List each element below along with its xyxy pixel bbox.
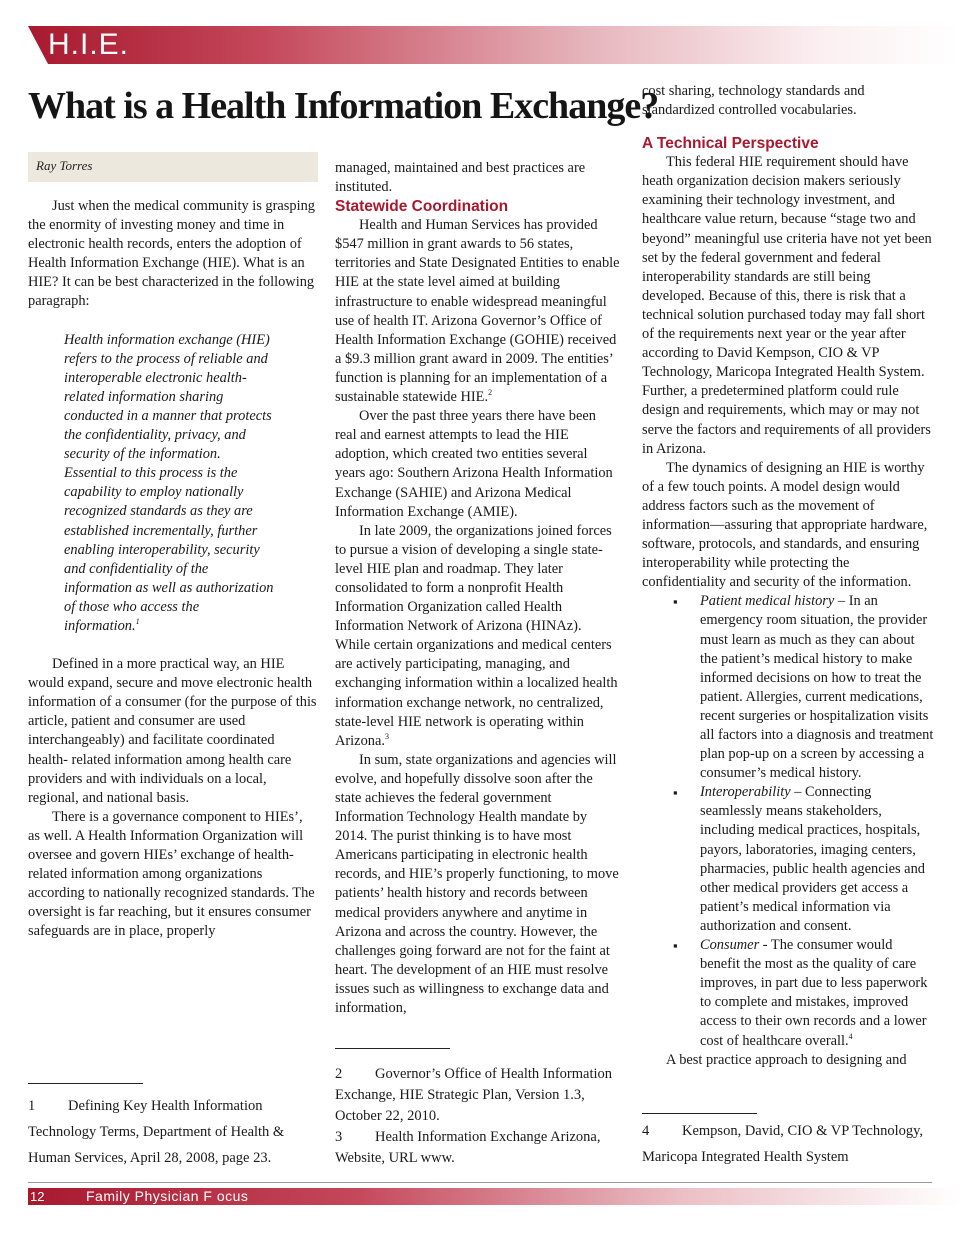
paragraph: The dynamics of designing an HIE is worthy of a few touch points. A model design would address factors such as the movement of information—assuring that appropriate hardware, software, protocols, and standards, and ensuring interoperability while protecting the confidentiality and security of the information. [642,459,928,591]
list-item: ▪ Interoperability – Connecting seamlessly means stakeholders, including medical practices, hospitals, payors, laboratories, imaging centers, pharmacies, public health agencies and other medical providers get access a patient’s medical information via authorization and consent. [700,783,934,936]
block-quote: Health information exchange (HIE) refers to the process of reliable and interoperable electronic health-related information sharing conducted in a manner that protects the confidentiality, privacy, and security of the information. Essential to this process is the capability to employ nationally recognized standards as they are established incrementally, further enabling interoperability, security and confidentiality of the information as well as authorization of those who access the information.$^1$ [64,331,274,634]
paragraph: In late 2009, the organizations joined forces to pursue a vision of developing a single state-level HIE plan and roadmap. They later consolidated to form a nonprofit Health Information Organization called Health Information Network of Arizona (HINAz). While certain organizations and medical centers are actively participating, managing, and exchanging information within a localized health information exchange network, no centralized, state-level HIE network is operating within Arizona.$^3$ [335,522,618,749]
publication-name: Family Physician F ocus [86,1188,249,1204]
section-heading: A Technical Perspective [642,135,819,153]
footnote-rule [28,1083,143,1084]
paragraph: This federal HIE requirement should have heath organization decision makers seriously examining their technology investment, and healthcare value return, because “stage two and beyond” meaningful use criteria have not yet been set by the federal government and federal interoperability standards are still being developed. Because of this, there is risk that a technical solution purchased today may fall short of the requirements next year or the year after according to David Kempson, CIO & VP Technology, Maricopa Integrated Health System. Further, a predetermined platform could rule design and requirements, which may or may not serve the factors and requirements of all providers in Arizona. [642,154,932,457]
section-label: H.I.E. [48,28,130,61]
article-title: What is a Health Information Exchange? [28,85,659,127]
list-item: ▪ Consumer - The consumer would benefit the most as the quality of care improves, in part due to less paperwork to complete and mistakes, improved access to their own records and a lower cost of healthcare overall.$^4$ [700,936,934,1051]
footnote-4: 4 Kempson, David, CIO & VP Technology, Maricopa Integrated Health System [642,1123,924,1165]
paragraph: Over the past three years there have been real and earnest attempts to lead the HIE adoption, which created two entities several years ago: Southern Arizona Health Information Exchange (SAHIE) and Arizona Medical Information Exchange (AMIE). [335,408,613,520]
footnote-3: 3 Health Information Exchange Arizona, Website, URL www. [335,1129,601,1166]
paragraph: Just when the medical community is grasping the enormity of investing money and time in electronic health records, enters the adoption of Health Information Exchange (HIE). What is an HIE? It can be best characterized in the following paragraph: [28,198,315,310]
section-heading: Statewide Coordination [335,198,509,216]
paragraph: There is a governance component to HIEs’, as well. A Health Information Organization will oversee and govern HIEs’ exchange of health-related information among organizations according to nationally recognized standards. The oversight is far reaching, but it ensures consumer safeguards are in place, properly [28,808,315,940]
bullet-list [642,592,934,1050]
footnote-rule [642,1113,757,1114]
page-number: 12 [30,1189,45,1204]
paragraph: managed, maintained and best practices are instituted. [335,160,586,196]
list-item: ▪ Patient medical history – In an emergency room situation, the provider must learn as much as they can about the patient’s medical history to make informed decisions on how to treat the patient. Allergies, current medications, recent surgeries or hospitalization visits all factors into a diagnosis and treatment plan pop-up on a screen by accessing a consumer’s medical history. [700,592,934,783]
footnote-1: 1 Defining Key Health Information Technology Terms, Department of Health & Human Services, April 28, 2008, page 23. [28,1098,285,1166]
footer-rule [28,1182,932,1183]
footnote-2: 2 Governor’s Office of Health Information Exchange, HIE Strategic Plan, Version 1.3, October 22, 2010. [335,1066,613,1124]
author-name: Ray Torres [36,158,93,173]
column-1 [28,197,318,941]
column-3 [642,82,934,1070]
paragraph: A best practice approach to designing and [666,1051,907,1068]
paragraph: cost sharing, technology standards and standardized controlled vocabularies. [642,83,865,119]
paragraph: Health and Human Services has provided $547 million in grant awards to 56 states, territories and State Designated Entities to enable HIE at the state level aimed at building infrastructure to enable widespread meaningful use of health IT. Arizona Governor’s Office of Health Information Exchange (GOHIE) received a $9.3 million grant award in 2009. The entities’ function is planning for an implementation of a sustainable statewide HIE.$^2$ [335,217,620,406]
paragraph: In sum, state organizations and agencies will evolve, and hopefully dissolve soon after the state achieves the federal government Information Technology Health mandate by 2014. The purist thinking is to have most Americans participating in electronic health records, and HIE’s properly functioning, to move patients’ health history and records between medical providers anywhere and anytime in Arizona and across the country. However, the challenges going forward are not for the faint at heart. The development of an HIE must resolve issues such as willingness to exchange data and information, [335,751,619,1017]
section-banner [28,26,960,64]
footnote-rule [335,1048,450,1049]
paragraph: Defined in a more practical way, an HIE would expand, secure and move electronic health information of a consumer (for the purpose of this article, patient and consumer are used interchangeably) and facilitate coordinated health- related information among health care providers and with individuals on a local, regional, and national basis. [28,656,317,806]
column-2 [335,159,620,1018]
